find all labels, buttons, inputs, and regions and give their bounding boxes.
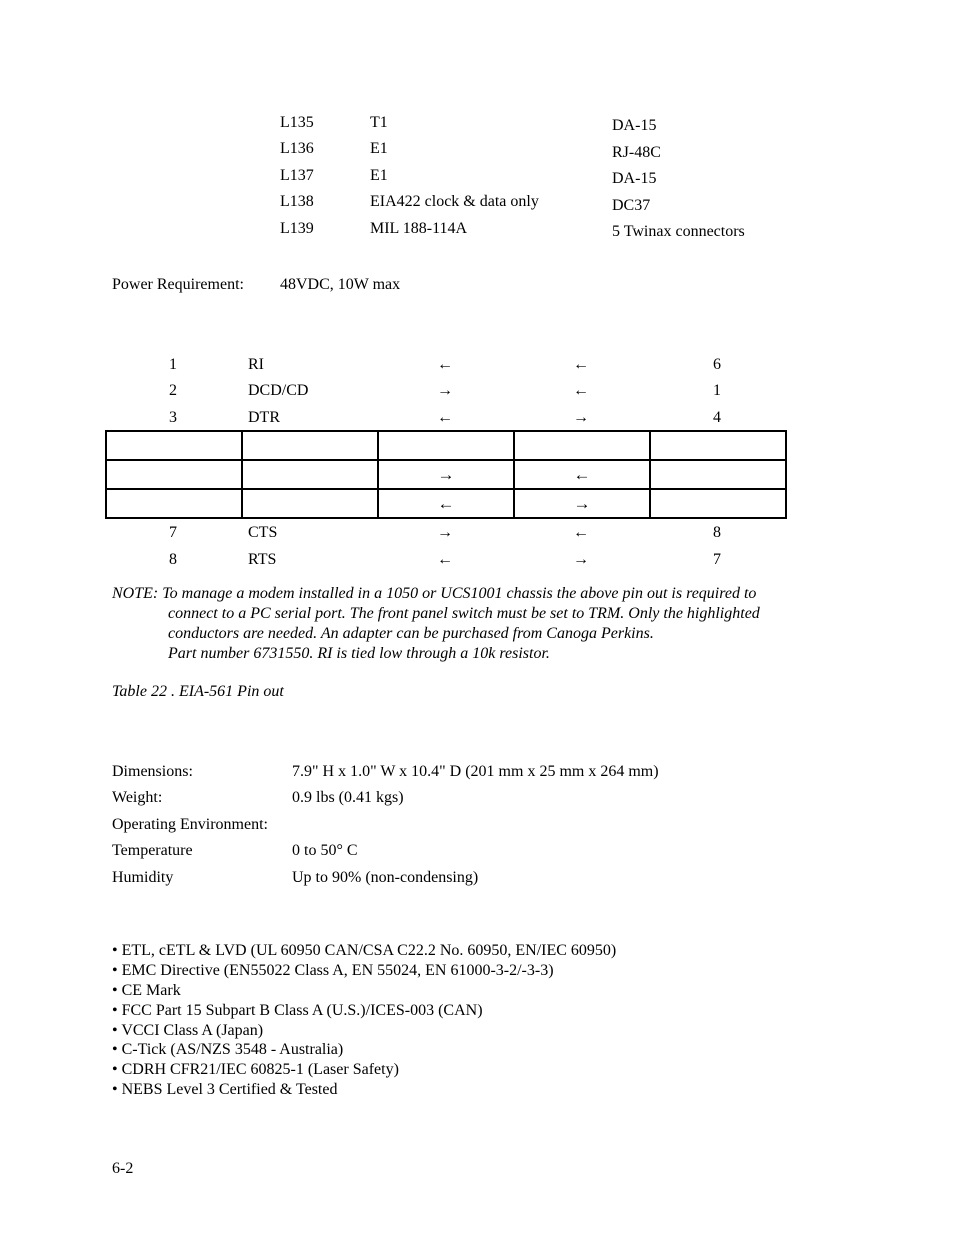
signal-name: DCD/CD xyxy=(248,382,309,399)
direction-arrow: → xyxy=(437,524,453,541)
direction-arrow xyxy=(514,431,650,460)
spec-value: 0 to 50° C xyxy=(292,842,358,859)
direction-arrow: → xyxy=(437,382,453,399)
direction-arrow: ← xyxy=(573,382,589,399)
spec-label: Dimensions: xyxy=(112,763,193,780)
direction-arrow: ← xyxy=(437,409,453,426)
pc-pin-number: 7 xyxy=(713,551,721,568)
spec-value: 0.9 lbs (0.41 kgs) xyxy=(292,789,404,806)
pc-pin-number: 6 xyxy=(713,356,721,373)
note-line: connect to a PC serial port. The front panel switch must be set to TRM. Only the highlighted xyxy=(168,605,760,622)
pin-number xyxy=(106,431,242,460)
signal-name: DTR xyxy=(248,409,280,426)
model-connector: DC37 xyxy=(612,197,651,214)
model-interface: E1 xyxy=(370,140,388,157)
list-item: • FCC Part 15 Subpart B Class A (U.S.)/ICES-003 (CAN) xyxy=(112,1002,483,1019)
direction-arrow: → xyxy=(378,460,514,489)
power-value: 48VDC, 10W max xyxy=(280,276,401,293)
signal-name xyxy=(242,431,378,460)
spec-value: 7.9" H x 1.0" W x 10.4" D (201 mm x 25 mm x 264 mm) xyxy=(292,763,659,780)
direction-arrow: ← xyxy=(437,356,453,373)
list-item: • EMC Directive (EN55022 Class A, EN 55024, EN 61000-3-2/-3-3) xyxy=(112,962,554,979)
model-code: L139 xyxy=(280,220,314,237)
model-interface: MIL 188-114A xyxy=(370,220,468,237)
model-interface: EIA422 clock & data only xyxy=(370,193,539,210)
signal-name: CTS xyxy=(248,524,278,541)
pin-number: 1 xyxy=(169,356,177,373)
direction-arrow: → xyxy=(573,409,589,426)
pc-pin-number: 8 xyxy=(713,524,721,541)
direction-arrow: ← xyxy=(573,356,589,373)
highlighted-pin-table xyxy=(105,430,787,519)
direction-arrow: ← xyxy=(437,551,453,568)
pin-number: 8 xyxy=(169,551,177,568)
model-code: L135 xyxy=(280,114,314,131)
table-row xyxy=(106,489,786,518)
pc-pin-number xyxy=(650,431,786,460)
direction-arrow: ← xyxy=(573,524,589,541)
pc-pin-number xyxy=(650,489,786,518)
direction-arrow: ← xyxy=(378,489,514,518)
list-item: • VCCI Class A (Japan) xyxy=(112,1022,264,1039)
note-line: NOTE: To manage a modem installed in a 1050 or UCS1001 chassis the above pin out is required to xyxy=(112,585,757,602)
signal-name xyxy=(242,460,378,489)
list-item: • NEBS Level 3 Certified & Tested xyxy=(112,1081,338,1098)
model-code: L136 xyxy=(280,140,314,157)
model-connector: RJ-48C xyxy=(612,144,661,161)
model-connector: DA-15 xyxy=(612,117,657,134)
spec-label: Operating Environment: xyxy=(112,816,268,833)
signal-name: RTS xyxy=(248,551,277,568)
list-item: • C-Tick (AS/NZS 3548 - Australia) xyxy=(112,1041,344,1058)
spec-value: Up to 90% (non-condensing) xyxy=(292,869,479,886)
pin-number: 7 xyxy=(169,524,177,541)
table-caption: Table 22 . EIA-561 Pin out xyxy=(112,683,284,700)
list-item: • CE Mark xyxy=(112,982,181,999)
spec-label: Temperature xyxy=(112,842,193,859)
pin-number: 2 xyxy=(169,382,177,399)
model-code: L138 xyxy=(280,193,314,210)
list-item: • CDRH CFR21/IEC 60825-1 (Laser Safety) xyxy=(112,1061,399,1078)
note-line: conductors are needed. An adapter can be purchased from Canoga Perkins. xyxy=(168,625,654,642)
page-number: 6-2 xyxy=(112,1160,134,1177)
model-interface: E1 xyxy=(370,167,388,184)
table-row xyxy=(106,460,786,489)
pin-number: 3 xyxy=(169,409,177,426)
signal-name: RI xyxy=(248,356,264,373)
model-connector: 5 Twinax connectors xyxy=(612,223,745,240)
model-connector: DA-15 xyxy=(612,170,657,187)
pin-number xyxy=(106,460,242,489)
model-code: L137 xyxy=(280,167,314,184)
direction-arrow: → xyxy=(573,551,589,568)
spec-label: Humidity xyxy=(112,869,174,886)
spec-label: Weight: xyxy=(112,789,163,806)
list-item: • ETL, cETL & LVD (UL 60950 CAN/CSA C22.2 No. 60950, EN/IEC 60950) xyxy=(112,942,617,959)
table-row xyxy=(106,431,786,460)
pc-pin-number: 1 xyxy=(713,382,721,399)
pc-pin-number: 4 xyxy=(713,409,721,426)
signal-name xyxy=(242,489,378,518)
model-interface: T1 xyxy=(370,114,388,131)
pin-number xyxy=(106,489,242,518)
direction-arrow: ← xyxy=(514,460,650,489)
note-line: Part number 6731550. RI is tied low through a 10k resistor. xyxy=(168,645,550,662)
direction-arrow xyxy=(378,431,514,460)
direction-arrow: → xyxy=(514,489,650,518)
power-label: Power Requirement: xyxy=(112,276,244,293)
pc-pin-number xyxy=(650,460,786,489)
